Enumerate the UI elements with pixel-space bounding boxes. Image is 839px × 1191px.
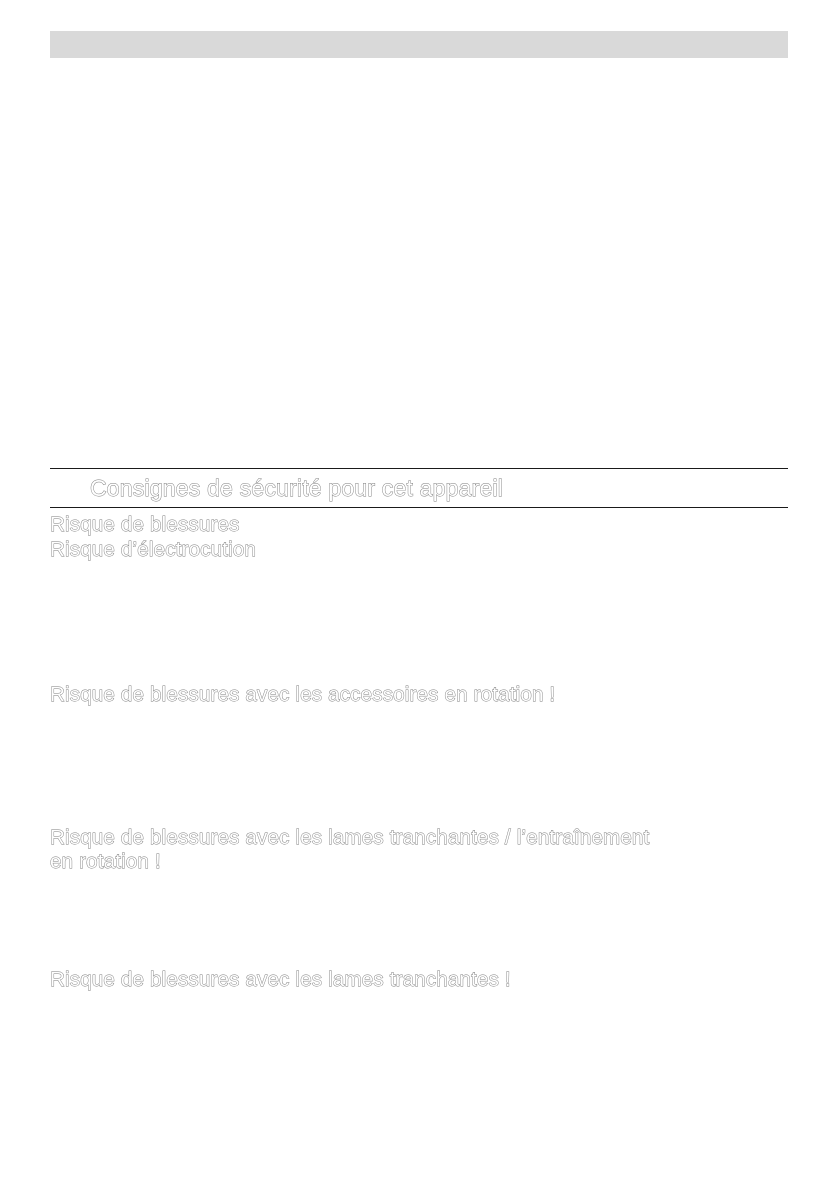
warning-rotating-accessories: Risque de blessures avec les accessoires en rotation !	[50, 683, 556, 706]
section-bottom-rule	[50, 507, 788, 508]
page-header-bar	[50, 31, 788, 58]
section-top-rule	[50, 468, 788, 469]
warning-electrocution-risk: Risque d’électrocution	[50, 538, 257, 561]
warning-sharp-blades-drive-line-2: en rotation !	[50, 850, 161, 873]
section-title: Consignes de sécurité pour cet appareil	[90, 475, 504, 501]
warning-sharp-blades: Risque de blessures avec les lames tranchantes !	[50, 968, 511, 991]
warning-sharp-blades-drive-line-1: Risque de blessures avec les lames tranchantes / l’entraînement	[50, 826, 650, 849]
warning-injury-risk: Risque de blessures	[50, 513, 240, 536]
